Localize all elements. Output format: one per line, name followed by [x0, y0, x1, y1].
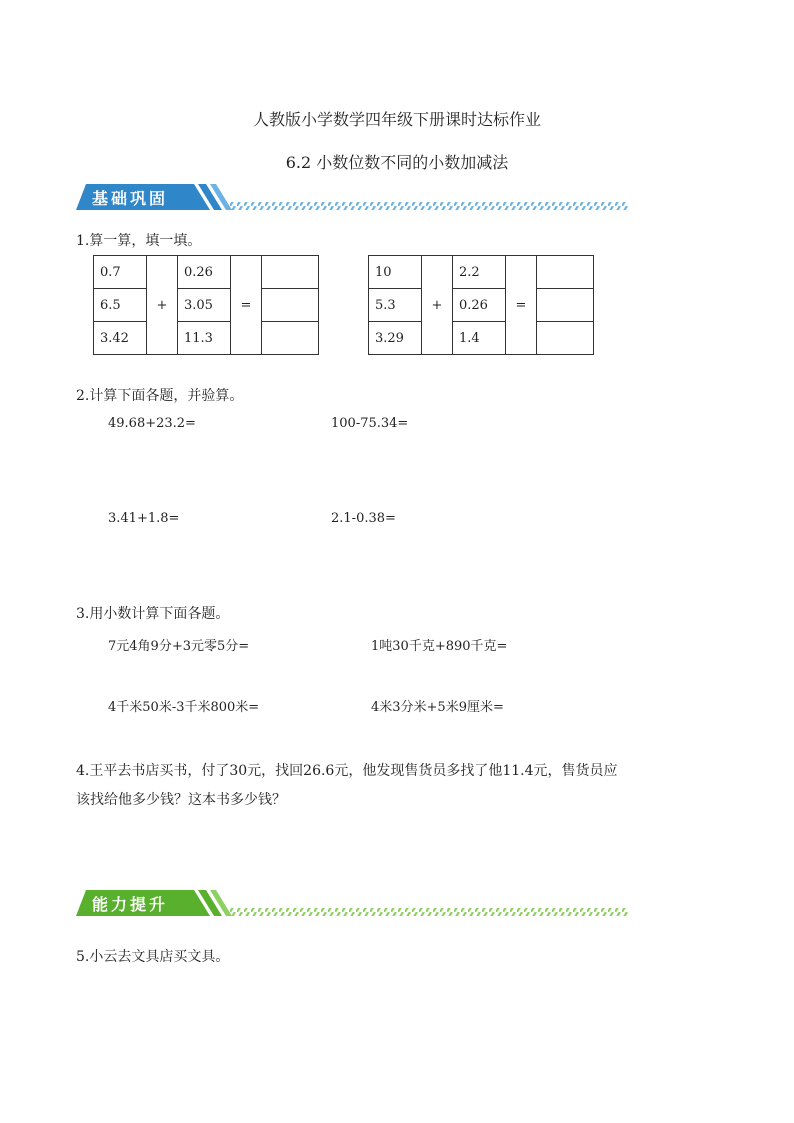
section-banner-basic: [76, 182, 632, 212]
question-4-line-1: 4.王平去书店买书，付了30元，找回26.6元，他发现售货员多找了他11.4元，售货员应: [76, 763, 618, 779]
plus-sign: +: [422, 256, 453, 355]
table-cell: 2.2: [453, 256, 506, 289]
answer-cell[interactable]: [537, 289, 594, 322]
q3-item-4: 4米3分米+5米9厘米=: [371, 700, 504, 715]
calc-table-left: [93, 255, 319, 355]
q2-item-1: 49.68+23.2=: [108, 416, 196, 431]
q3-item-3: 4千米50米-3千米800米=: [108, 700, 260, 715]
table-cell: 0.26: [178, 256, 231, 289]
answer-cell[interactable]: [537, 256, 594, 289]
answer-cell[interactable]: [262, 289, 319, 322]
table-cell: 0.26: [453, 289, 506, 322]
table-cell: 5.3: [369, 289, 422, 322]
question-2-text: 2.计算下面各题，并验算。: [76, 388, 244, 404]
q2-item-3: 3.41+1.8=: [108, 511, 180, 526]
q3-item-2: 1吨30千克+890千克=: [371, 639, 508, 654]
table-cell: 3.29: [369, 322, 422, 355]
page-title: 人教版小学数学四年级下册课时达标作业: [252, 110, 541, 129]
table-cell: 1.4: [453, 322, 506, 355]
table-cell: 3.05: [178, 289, 231, 322]
answer-cell[interactable]: [262, 322, 319, 355]
table-cell: 6.5: [94, 289, 147, 322]
section-banner-advanced: [76, 888, 632, 918]
table-cell: 0.7: [94, 256, 147, 289]
q3-item-1: 7元4角9分+3元零5分=: [108, 639, 250, 654]
answer-cell[interactable]: [262, 256, 319, 289]
question-1-text: 1.算一算，填一填。: [76, 233, 202, 249]
calc-table-right: [368, 255, 594, 355]
section-label-basic: 基础巩固: [92, 189, 169, 208]
table-cell: 3.42: [94, 322, 147, 355]
q2-item-4: 2.1-0.38=: [331, 511, 396, 526]
q2-item-2: 100-75.34=: [331, 416, 409, 431]
equals-sign: =: [231, 256, 262, 355]
question-3-text: 3.用小数计算下面各题。: [76, 606, 230, 622]
equals-sign: =: [506, 256, 537, 355]
section-label-advanced: 能力提升: [92, 895, 169, 914]
table-cell: 10: [369, 256, 422, 289]
page-subtitle: 6.2 小数位数不同的小数加减法: [285, 153, 509, 172]
question-4-line-2: 该找给他多少钱？这本书多少钱？: [76, 792, 286, 808]
plus-sign: +: [147, 256, 178, 355]
table-cell: 11.3: [178, 322, 231, 355]
answer-cell[interactable]: [537, 322, 594, 355]
question-5-text: 5.小云去文具店买文具。: [76, 949, 230, 965]
